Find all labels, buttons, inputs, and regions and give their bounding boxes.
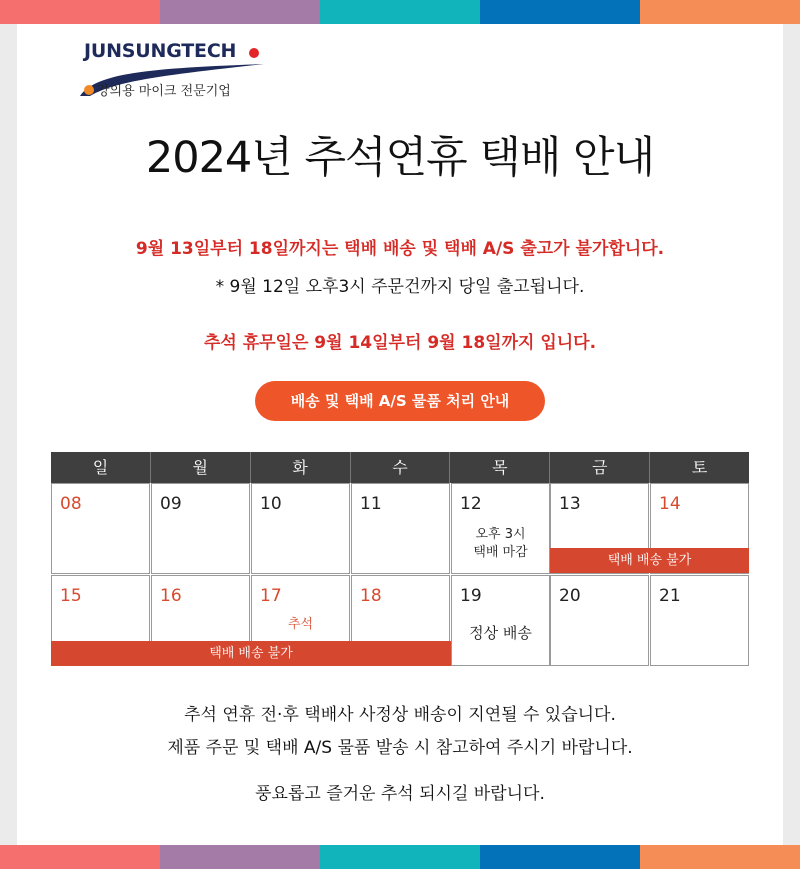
no-delivery-bar: 택배 배송 불가 [51,641,451,666]
holiday-calendar [51,452,749,667]
bottom-color-stripe [0,845,800,869]
day-number: 10 [260,494,282,514]
footer-line-2: 제품 주문 및 택배 A/S 물품 발송 시 참고하여 주시기 바랍니다. [167,738,633,758]
day-number: 08 [60,494,82,514]
day-number: 15 [60,586,82,606]
logo-tagline-text: 강의용 마이크 전문기업 [97,84,231,99]
weekday-sun: 일 [92,458,109,477]
top-color-stripe [0,0,800,24]
stripe-segment [160,0,320,24]
logo-red-dot-icon [249,48,259,58]
logo-tagline [84,80,231,99]
day-cell [351,483,450,574]
day-cell [151,483,250,574]
no-delivery-bar: 택배 배송 불가 [550,548,749,573]
stripe-segment [480,0,640,24]
notice-line-2: * 9월 12일 오후3시 주문건까지 당일 출고됩니다. [215,277,585,297]
day-cell [650,575,749,666]
stripe-segment [640,845,800,869]
day-number: 18 [360,586,382,606]
weekday-fri: 금 [549,452,649,483]
footer-line-1: 추석 연휴 전·후 택배사 사정상 배송이 지연될 수 있습니다. [184,705,616,725]
day-cell [51,483,150,574]
weekday-tue: 화 [250,452,350,483]
notice-line-1: 9월 13일부터 18일까지는 택배 배송 및 택배 A/S 출고가 불가합니다. [135,239,665,259]
footer-line-3: 풍요롭고 즐거운 추석 되시길 바랍니다. [255,784,545,804]
page-title: 2024년 추석연휴 택배 안내 [145,133,655,183]
day-number: 13 [559,494,581,514]
day-number: 09 [160,494,182,514]
stripe-segment [640,0,800,24]
cutoff-note-time: 오후 3시 [475,527,526,542]
day-number: 11 [360,494,382,514]
day-number: 12 [460,494,482,514]
day-number: 14 [659,494,681,514]
logo-wordmark: JUNSUNGTECH [84,40,237,62]
cutoff-note-label: 택배 마감 [473,545,528,560]
weekday-thu: 목 [449,452,549,483]
notice-line-3: 추석 휴무일은 9월 14일부터 9월 18일까지 입니다. [203,333,597,353]
chuseok-label: 추석 [287,617,314,632]
stripe-segment [480,845,640,869]
delivery-guide-pill: 배송 및 택배 A/S 물품 처리 안내 [255,381,545,421]
stripe-segment [320,845,480,869]
day-cell [451,575,550,666]
weekday-mon: 월 [150,452,250,483]
day-cell [451,483,550,574]
stripe-segment [160,845,320,869]
weekday-sat: 토 [649,452,749,483]
day-number: 16 [160,586,182,606]
day-number: 20 [559,586,581,606]
normal-delivery-note: 정상 배송 [469,624,532,642]
weekday-wed: 수 [350,452,450,483]
orange-dot-icon [84,85,94,95]
day-number: 19 [460,586,482,606]
calendar-weekday-header [51,452,749,483]
day-number: 21 [659,586,681,606]
day-cell [550,575,649,666]
stripe-segment [320,0,480,24]
day-cell [251,483,350,574]
stripe-segment [0,0,160,24]
stripe-segment [0,845,160,869]
day-number: 17 [260,586,282,606]
